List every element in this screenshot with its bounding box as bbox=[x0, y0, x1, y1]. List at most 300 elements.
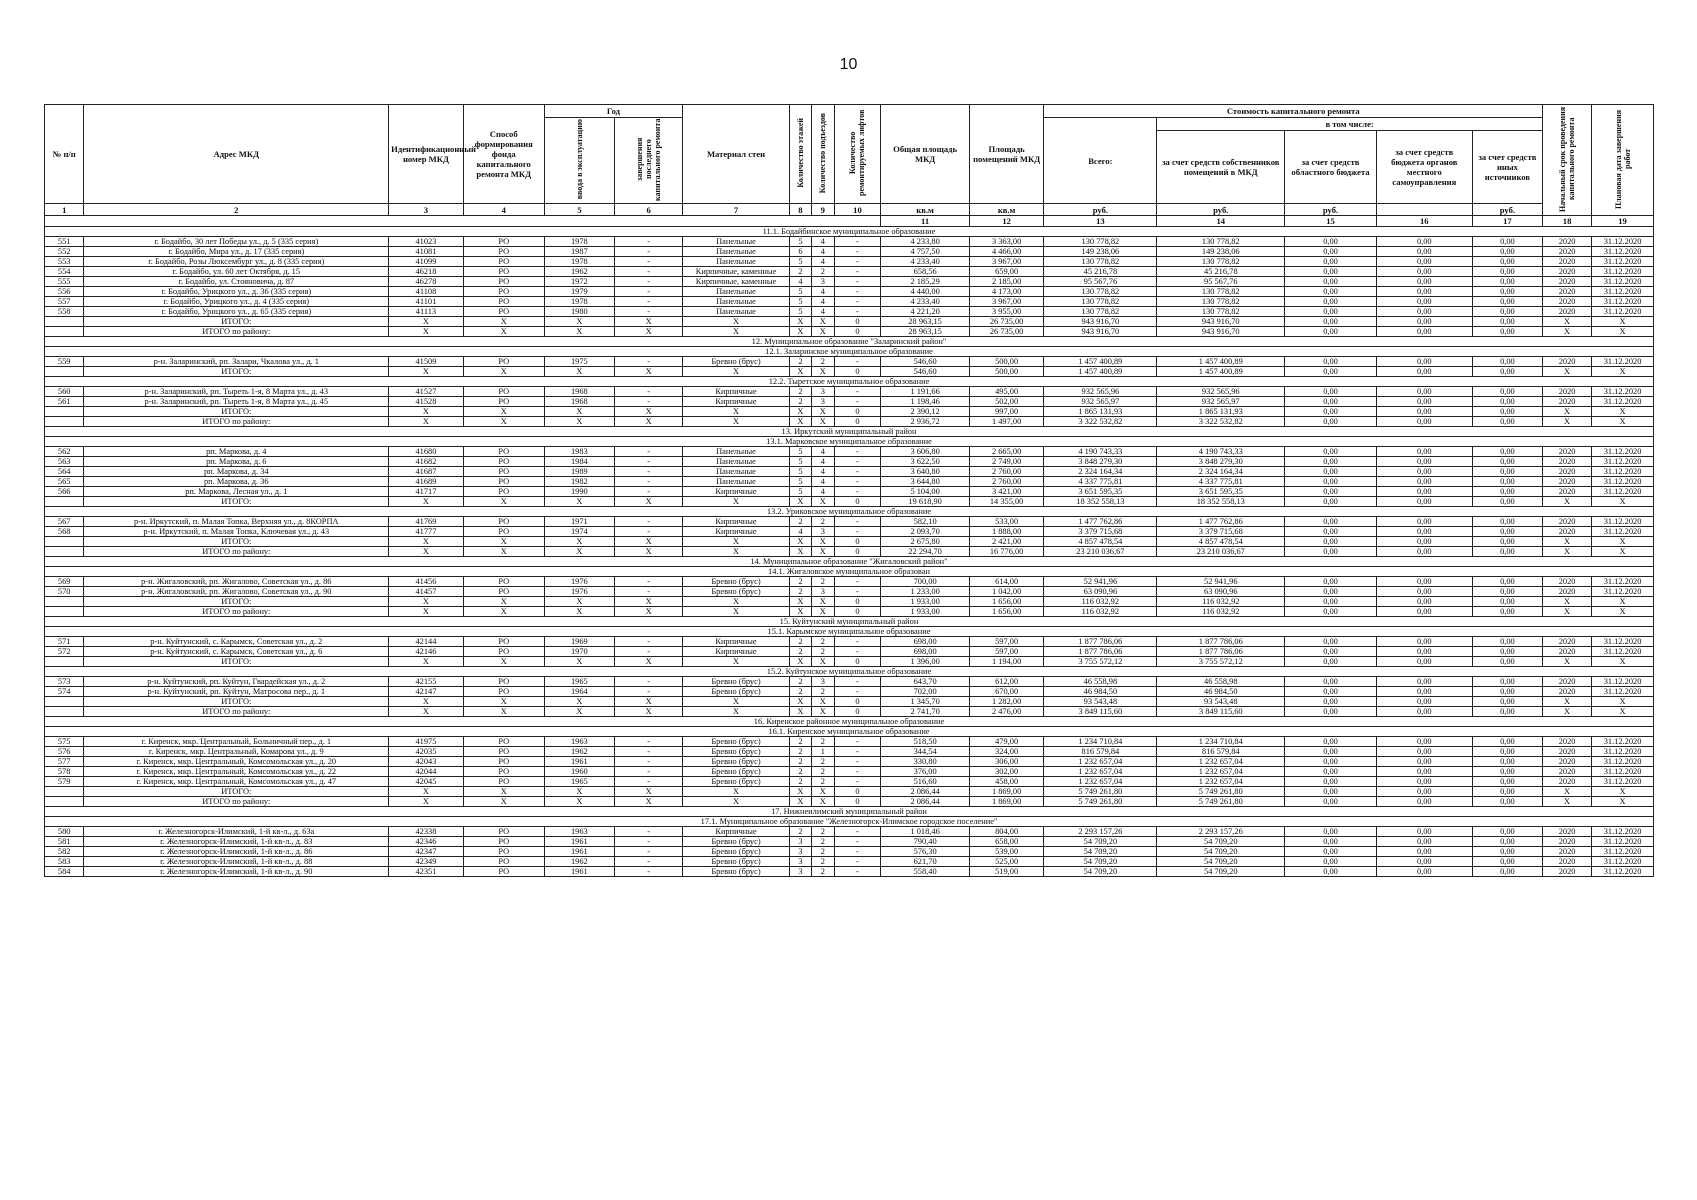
cell-col-2: р-н. Заларинский, рп. Залари, Чкалова ул., д. 1 bbox=[84, 357, 389, 367]
colnum-12: 12 bbox=[969, 216, 1044, 227]
cell-col-9: 2 bbox=[812, 687, 834, 697]
cell-col-14: 1 477 762,86 bbox=[1157, 517, 1285, 527]
table-row bbox=[45, 247, 1654, 257]
cell-col-11: 330,80 bbox=[881, 757, 969, 767]
cell-col-13: 3 849 115,60 bbox=[1044, 707, 1157, 717]
cell-col-19: 31.12.2020 bbox=[1592, 357, 1654, 367]
cell-col-2: ИТОГО: bbox=[84, 697, 389, 707]
cell-col-3: 41456 bbox=[389, 577, 464, 587]
cell-col-15: 0,00 bbox=[1285, 387, 1377, 397]
unit-other-rub: руб. bbox=[1472, 204, 1542, 216]
cell-col-15: 0,00 bbox=[1285, 317, 1377, 327]
cell-col-14: 23 210 036,67 bbox=[1157, 547, 1285, 557]
cell-col-17: 0,00 bbox=[1472, 767, 1542, 777]
cell-col-17: 0,00 bbox=[1472, 687, 1542, 697]
cell-col-16: 0,00 bbox=[1376, 767, 1472, 777]
cell-col-12: 2 185,00 bbox=[969, 277, 1044, 287]
cell-col-12: 2 665,00 bbox=[969, 447, 1044, 457]
cell-col-10: 0 bbox=[834, 367, 881, 377]
cell-col-18: 2020 bbox=[1543, 687, 1592, 697]
cell-col-15: 0,00 bbox=[1285, 407, 1377, 417]
cell-col-1: 558 bbox=[45, 307, 84, 317]
cell-col-3: 42349 bbox=[389, 857, 464, 867]
unit-local-blank bbox=[1376, 204, 1472, 216]
cell-col-13: 116 032,92 bbox=[1044, 607, 1157, 617]
cell-col-14: 130 778,82 bbox=[1157, 287, 1285, 297]
cell-col-15: 0,00 bbox=[1285, 847, 1377, 857]
cell-col-8: X bbox=[789, 317, 811, 327]
cell-col-6: - bbox=[615, 687, 683, 697]
cell-col-8: X bbox=[789, 797, 811, 807]
cell-col-15: 0,00 bbox=[1285, 857, 1377, 867]
cell-col-13: 3 651 595,35 bbox=[1044, 487, 1157, 497]
cell-col-5: 1987 bbox=[544, 247, 614, 257]
cell-col-15: 0,00 bbox=[1285, 457, 1377, 467]
cell-col-19: X bbox=[1592, 317, 1654, 327]
cell-col-3: 41113 bbox=[389, 307, 464, 317]
table-row bbox=[45, 277, 1654, 287]
cell-col-12: 4 173,00 bbox=[969, 287, 1044, 297]
cell-col-17: 0,00 bbox=[1472, 587, 1542, 597]
cell-col-8: 5 bbox=[789, 457, 811, 467]
cell-col-2: г. Киренск, мкр. Центральный, Комсомольская ул., д. 20 bbox=[84, 757, 389, 767]
cell-col-4: РО bbox=[463, 397, 544, 407]
cell-col-18: X bbox=[1543, 787, 1592, 797]
cell-col-3: 41099 bbox=[389, 257, 464, 267]
cell-col-7: Кирпичные bbox=[683, 487, 790, 497]
cell-col-16: 0,00 bbox=[1376, 827, 1472, 837]
cell-col-17: 0,00 bbox=[1472, 467, 1542, 477]
cell-col-15: 0,00 bbox=[1285, 397, 1377, 407]
cell-col-19: 31.12.2020 bbox=[1592, 397, 1654, 407]
table-row bbox=[45, 237, 1654, 247]
cell-col-10: - bbox=[834, 847, 881, 857]
cell-col-14: 2 293 157,26 bbox=[1157, 827, 1285, 837]
cell-col-13: 932 565,96 bbox=[1044, 387, 1157, 397]
cell-col-7: Кирпичные bbox=[683, 517, 790, 527]
cell-col-8: X bbox=[789, 327, 811, 337]
cell-col-13: 1 877 786,06 bbox=[1044, 647, 1157, 657]
cell-col-3: 42043 bbox=[389, 757, 464, 767]
cell-col-16: 0,00 bbox=[1376, 527, 1472, 537]
section-header-row bbox=[45, 567, 1654, 577]
cell-col-11: 3 606,80 bbox=[881, 447, 969, 457]
cell-col-18: 2020 bbox=[1543, 477, 1592, 487]
cell-col-12: 2 760,00 bbox=[969, 477, 1044, 487]
table-row bbox=[45, 487, 1654, 497]
cell-col-1: 571 bbox=[45, 637, 84, 647]
cell-col-6: - bbox=[615, 857, 683, 867]
cell-col-1: 557 bbox=[45, 297, 84, 307]
unit-total-rub: руб. bbox=[1044, 204, 1157, 216]
cell-col-2: р-н. Жигаловский, рп. Жигалово, Советская ул., д. 90 bbox=[84, 587, 389, 597]
cell-col-16: 0,00 bbox=[1376, 417, 1472, 427]
cell-col-5: X bbox=[544, 367, 614, 377]
cell-col-2: р-н. Иркутский, п. Малая Топка, Ключевая ул., д. 43 bbox=[84, 527, 389, 537]
cell-col-5: 1968 bbox=[544, 397, 614, 407]
cell-col-14: 3 755 572,12 bbox=[1157, 657, 1285, 667]
cell-col-2: ИТОГО по району: bbox=[84, 327, 389, 337]
cell-col-6: X bbox=[615, 707, 683, 717]
cell-col-14: 1 232 657,04 bbox=[1157, 777, 1285, 787]
cell-col-2: рп. Маркова, Лесная ул., д. 1 bbox=[84, 487, 389, 497]
cell-col-9: 4 bbox=[812, 297, 834, 307]
cell-col-4: РО bbox=[463, 527, 544, 537]
cell-col-12: 26 735,00 bbox=[969, 317, 1044, 327]
cell-col-15: 0,00 bbox=[1285, 327, 1377, 337]
cell-col-3: 41687 bbox=[389, 467, 464, 477]
cell-col-18: 2020 bbox=[1543, 247, 1592, 257]
cell-col-2: г. Бодайбо, ул. 60 лет Октября, д. 15 bbox=[84, 267, 389, 277]
cell-col-14: 54 709,20 bbox=[1157, 837, 1285, 847]
cell-col-19: 31.12.2020 bbox=[1592, 277, 1654, 287]
header-end: Плановая дата завершения работ bbox=[1592, 105, 1654, 216]
cell-col-10: 0 bbox=[834, 497, 881, 507]
cell-col-2: г. Бодайбо, Урицкого ул., д. 36 (335 серия) bbox=[84, 287, 389, 297]
cell-col-1: 570 bbox=[45, 587, 84, 597]
cell-col-11: 344,54 bbox=[881, 747, 969, 757]
cell-col-19: X bbox=[1592, 547, 1654, 557]
cell-col-14: 3 651 595,35 bbox=[1157, 487, 1285, 497]
cell-col-6: - bbox=[615, 277, 683, 287]
header-owners: за счет средств собственников помещений в МКД bbox=[1157, 131, 1285, 204]
section-header-row bbox=[45, 807, 1654, 817]
cell-col-1: 561 bbox=[45, 397, 84, 407]
colnum-8: 8 bbox=[789, 204, 811, 216]
colnum-15: 15 bbox=[1285, 216, 1377, 227]
cell-col-13: 63 090,96 bbox=[1044, 587, 1157, 597]
cell-col-3: X bbox=[389, 407, 464, 417]
cell-col-10: 0 bbox=[834, 407, 881, 417]
cell-col-13: 1 877 786,06 bbox=[1044, 637, 1157, 647]
cell-col-11: 3 622,50 bbox=[881, 457, 969, 467]
cell-col-11: 558,40 bbox=[881, 867, 969, 877]
cell-col-16: 0,00 bbox=[1376, 257, 1472, 267]
cell-col-9: 2 bbox=[812, 857, 834, 867]
cell-col-8: 2 bbox=[789, 757, 811, 767]
cell-col-19: 31.12.2020 bbox=[1592, 677, 1654, 687]
cell-col-19: 31.12.2020 bbox=[1592, 827, 1654, 837]
cell-col-16: 0,00 bbox=[1376, 467, 1472, 477]
cell-col-5: 1961 bbox=[544, 837, 614, 847]
cell-col-1 bbox=[45, 497, 84, 507]
cell-col-13: 54 709,20 bbox=[1044, 857, 1157, 867]
unit-owners-rub: руб. bbox=[1157, 204, 1285, 216]
cell-col-9: 4 bbox=[812, 257, 834, 267]
cell-col-4: РО bbox=[463, 857, 544, 867]
cell-col-5: X bbox=[544, 327, 614, 337]
cell-col-14: 3 322 532,82 bbox=[1157, 417, 1285, 427]
cell-col-6: - bbox=[615, 837, 683, 847]
cell-col-13: 149 238,06 bbox=[1044, 247, 1157, 257]
cell-col-11: 3 640,80 bbox=[881, 467, 969, 477]
cell-col-6: X bbox=[615, 537, 683, 547]
cell-col-11: 2 185,29 bbox=[881, 277, 969, 287]
cell-col-2: г. Киренск, мкр. Центральный, Комсомольская ул., д. 22 bbox=[84, 767, 389, 777]
cell-col-2: ИТОГО: bbox=[84, 657, 389, 667]
cell-col-10: 0 bbox=[834, 797, 881, 807]
cell-col-11: 28 963,15 bbox=[881, 327, 969, 337]
cell-col-7: Кирпичные bbox=[683, 827, 790, 837]
cell-col-18: 2020 bbox=[1543, 867, 1592, 877]
cell-col-12: 519,00 bbox=[969, 867, 1044, 877]
cell-col-10: - bbox=[834, 257, 881, 267]
cell-col-16: 0,00 bbox=[1376, 857, 1472, 867]
cell-col-16: 0,00 bbox=[1376, 707, 1472, 717]
cell-col-16: 0,00 bbox=[1376, 577, 1472, 587]
cell-col-11: 1 198,46 bbox=[881, 397, 969, 407]
cell-col-14: 943 916,70 bbox=[1157, 327, 1285, 337]
section-header-row bbox=[45, 227, 1654, 237]
cell-col-12: 1 656,00 bbox=[969, 597, 1044, 607]
cell-col-18: 2020 bbox=[1543, 397, 1592, 407]
cell-col-13: 46 558,98 bbox=[1044, 677, 1157, 687]
cell-col-3: 41101 bbox=[389, 297, 464, 307]
cell-col-14: 1 457 400,89 bbox=[1157, 357, 1285, 367]
total-row bbox=[45, 417, 1654, 427]
cell-col-17: 0,00 bbox=[1472, 487, 1542, 497]
colnum-2: 2 bbox=[84, 204, 389, 216]
cell-col-17: 0,00 bbox=[1472, 867, 1542, 877]
cell-col-8: X bbox=[789, 417, 811, 427]
cell-col-10: 0 bbox=[834, 787, 881, 797]
cell-col-12: 324,00 bbox=[969, 747, 1044, 757]
cell-col-15: 0,00 bbox=[1285, 497, 1377, 507]
table-row bbox=[45, 687, 1654, 697]
cell-col-13: 943 916,70 bbox=[1044, 327, 1157, 337]
cell-col-3: X bbox=[389, 787, 464, 797]
cell-col-9: X bbox=[812, 367, 834, 377]
cell-col-2: г. Бодайбо, ул. Стояновича, д. 87 bbox=[84, 277, 389, 287]
cell-col-17: 0,00 bbox=[1472, 447, 1542, 457]
cell-col-9: 4 bbox=[812, 487, 834, 497]
table-row bbox=[45, 387, 1654, 397]
cell-col-3: 42144 bbox=[389, 637, 464, 647]
cell-col-2: г. Бодайбо, Урицкого ул., д. 65 (335 серия) bbox=[84, 307, 389, 317]
cell-col-18: X bbox=[1543, 547, 1592, 557]
cell-col-12: 1 869,00 bbox=[969, 797, 1044, 807]
table-row bbox=[45, 587, 1654, 597]
cell-col-8: 3 bbox=[789, 847, 811, 857]
cell-col-17: 0,00 bbox=[1472, 697, 1542, 707]
total-row bbox=[45, 327, 1654, 337]
cell-col-1: 560 bbox=[45, 387, 84, 397]
colnum-6: 6 bbox=[615, 204, 683, 216]
cell-col-8: X bbox=[789, 547, 811, 557]
cell-col-15: 0,00 bbox=[1285, 547, 1377, 557]
cell-col-11: 5 104,00 bbox=[881, 487, 969, 497]
cell-col-16: 0,00 bbox=[1376, 607, 1472, 617]
cell-col-14: 3 379 715,68 bbox=[1157, 527, 1285, 537]
cell-col-17: 0,00 bbox=[1472, 527, 1542, 537]
cell-col-13: 46 984,50 bbox=[1044, 687, 1157, 697]
cell-col-19: 31.12.2020 bbox=[1592, 287, 1654, 297]
cell-col-2: рп. Маркова, д. 36 bbox=[84, 477, 389, 487]
cell-col-11: 1 933,00 bbox=[881, 607, 969, 617]
cell-col-2: рп. Маркова, д. 34 bbox=[84, 467, 389, 477]
cell-col-1 bbox=[45, 367, 84, 377]
cell-col-3: 41777 bbox=[389, 527, 464, 537]
cell-col-7: Кирпичные bbox=[683, 637, 790, 647]
cell-col-2: ИТОГО по району: bbox=[84, 797, 389, 807]
cell-col-1: 551 bbox=[45, 237, 84, 247]
cell-col-18: 2020 bbox=[1543, 357, 1592, 367]
cell-col-4: РО bbox=[463, 587, 544, 597]
table-row bbox=[45, 677, 1654, 687]
cell-col-15: 0,00 bbox=[1285, 257, 1377, 267]
cell-col-8: 2 bbox=[789, 777, 811, 787]
cell-col-10: - bbox=[834, 297, 881, 307]
cell-col-10: - bbox=[834, 487, 881, 497]
cell-col-5: 1961 bbox=[544, 847, 614, 857]
cell-col-16: 0,00 bbox=[1376, 287, 1472, 297]
cell-col-8: 5 bbox=[789, 447, 811, 457]
cell-col-19: 31.12.2020 bbox=[1592, 637, 1654, 647]
cell-col-4: РО bbox=[463, 307, 544, 317]
cell-col-4: РО bbox=[463, 477, 544, 487]
cell-col-19: 31.12.2020 bbox=[1592, 577, 1654, 587]
cell-col-18: 2020 bbox=[1543, 737, 1592, 747]
cell-col-7: Бревно (брус) bbox=[683, 777, 790, 787]
cell-col-18: 2020 bbox=[1543, 857, 1592, 867]
cell-col-1 bbox=[45, 697, 84, 707]
cell-col-19: 31.12.2020 bbox=[1592, 757, 1654, 767]
cell-col-6: - bbox=[615, 677, 683, 687]
cell-col-13: 1 477 762,86 bbox=[1044, 517, 1157, 527]
cell-col-5: 1971 bbox=[544, 517, 614, 527]
colnum-16: 16 bbox=[1376, 216, 1472, 227]
total-row bbox=[45, 537, 1654, 547]
cell-col-4: РО bbox=[463, 837, 544, 847]
cell-col-12: 539,00 bbox=[969, 847, 1044, 857]
cell-col-10: - bbox=[834, 677, 881, 687]
cell-col-14: 3 849 115,60 bbox=[1157, 707, 1285, 717]
cell-col-17: 0,00 bbox=[1472, 637, 1542, 647]
cell-col-17: 0,00 bbox=[1472, 837, 1542, 847]
cell-col-3: X bbox=[389, 317, 464, 327]
cell-col-16: 0,00 bbox=[1376, 777, 1472, 787]
cell-col-15: 0,00 bbox=[1285, 517, 1377, 527]
cell-col-15: 0,00 bbox=[1285, 657, 1377, 667]
cell-col-19: 31.12.2020 bbox=[1592, 687, 1654, 697]
cell-col-11: 643,70 bbox=[881, 677, 969, 687]
cell-col-8: 2 bbox=[789, 647, 811, 657]
section-title: 13.2. Уриковское муниципальное образование bbox=[45, 507, 1654, 517]
cell-col-15: 0,00 bbox=[1285, 747, 1377, 757]
table-row bbox=[45, 527, 1654, 537]
cell-col-1: 573 bbox=[45, 677, 84, 687]
section-header-row bbox=[45, 617, 1654, 627]
cell-col-15: 0,00 bbox=[1285, 357, 1377, 367]
cell-col-2: р-н. Куйтунский, с. Карымск, Советская ул., д. 6 bbox=[84, 647, 389, 657]
cell-col-11: 1 345,70 bbox=[881, 697, 969, 707]
cell-col-9: 2 bbox=[812, 357, 834, 367]
unit-regional-rub: руб. bbox=[1285, 204, 1377, 216]
cell-col-5: 1982 bbox=[544, 477, 614, 487]
cell-col-11: 790,40 bbox=[881, 837, 969, 847]
cell-col-14: 54 709,20 bbox=[1157, 847, 1285, 857]
cell-col-19: 31.12.2020 bbox=[1592, 857, 1654, 867]
cell-col-14: 116 032,92 bbox=[1157, 607, 1285, 617]
cell-col-10: - bbox=[834, 247, 881, 257]
cell-col-7: Бревно (брус) bbox=[683, 737, 790, 747]
cell-col-19: 31.12.2020 bbox=[1592, 737, 1654, 747]
header-local: за счет средств бюджета органов местного самоуправления bbox=[1376, 131, 1472, 204]
total-row bbox=[45, 497, 1654, 507]
total-row bbox=[45, 607, 1654, 617]
cell-col-1 bbox=[45, 597, 84, 607]
cell-col-12: 1 042,00 bbox=[969, 587, 1044, 597]
cell-col-17: 0,00 bbox=[1472, 257, 1542, 267]
cell-col-11: 518,50 bbox=[881, 737, 969, 747]
cell-col-10: - bbox=[834, 387, 881, 397]
cell-col-6: - bbox=[615, 487, 683, 497]
cell-col-8: 3 bbox=[789, 867, 811, 877]
section-title: 12.1. Заларинское муниципальное образование bbox=[45, 347, 1654, 357]
cell-col-11: 1 933,00 bbox=[881, 597, 969, 607]
total-row bbox=[45, 407, 1654, 417]
cell-col-7: Кирпичные bbox=[683, 527, 790, 537]
cell-col-4: РО bbox=[463, 237, 544, 247]
cell-col-2: ИТОГО по району: bbox=[84, 547, 389, 557]
cell-col-6: - bbox=[615, 587, 683, 597]
cell-col-8: X bbox=[789, 697, 811, 707]
cell-col-17: 0,00 bbox=[1472, 537, 1542, 547]
cell-col-16: 0,00 bbox=[1376, 247, 1472, 257]
cell-col-17: 0,00 bbox=[1472, 737, 1542, 747]
cell-col-9: X bbox=[812, 787, 834, 797]
cell-col-13: 130 778,82 bbox=[1044, 237, 1157, 247]
cell-col-9: 3 bbox=[812, 387, 834, 397]
cell-col-19: 31.12.2020 bbox=[1592, 297, 1654, 307]
cell-col-13: 4 190 743,33 bbox=[1044, 447, 1157, 457]
cell-col-10: - bbox=[834, 287, 881, 297]
cell-col-1: 553 bbox=[45, 257, 84, 267]
cell-col-4: X bbox=[463, 317, 544, 327]
cell-col-18: 2020 bbox=[1543, 587, 1592, 597]
cell-col-2: ИТОГО по району: bbox=[84, 607, 389, 617]
cell-col-11: 658,56 bbox=[881, 267, 969, 277]
cell-col-6: - bbox=[615, 467, 683, 477]
cell-col-13: 1 232 657,04 bbox=[1044, 777, 1157, 787]
cell-col-1: 576 bbox=[45, 747, 84, 757]
cell-col-3: 41527 bbox=[389, 387, 464, 397]
cell-col-5: X bbox=[544, 547, 614, 557]
cell-col-15: 0,00 bbox=[1285, 297, 1377, 307]
cell-col-4: РО bbox=[463, 387, 544, 397]
cell-col-18: 2020 bbox=[1543, 577, 1592, 587]
table-row bbox=[45, 297, 1654, 307]
cell-col-1: 559 bbox=[45, 357, 84, 367]
cell-col-17: 0,00 bbox=[1472, 777, 1542, 787]
section-title: 15. Куйтунский муниципальный район bbox=[45, 617, 1654, 627]
cell-col-17: 0,00 bbox=[1472, 267, 1542, 277]
cell-col-19: 31.12.2020 bbox=[1592, 257, 1654, 267]
cell-col-5: 1989 bbox=[544, 467, 614, 477]
cell-col-17: 0,00 bbox=[1472, 277, 1542, 287]
cell-col-16: 0,00 bbox=[1376, 737, 1472, 747]
cell-col-12: 612,00 bbox=[969, 677, 1044, 687]
cell-col-6: - bbox=[615, 767, 683, 777]
cell-col-12: 597,00 bbox=[969, 647, 1044, 657]
cell-col-12: 1 869,00 bbox=[969, 787, 1044, 797]
cell-col-6: - bbox=[615, 747, 683, 757]
cell-col-5: 1984 bbox=[544, 457, 614, 467]
cell-col-3: 42045 bbox=[389, 777, 464, 787]
cell-col-12: 658,00 bbox=[969, 837, 1044, 847]
cell-col-7: Панельные bbox=[683, 467, 790, 477]
section-header-row bbox=[45, 717, 1654, 727]
